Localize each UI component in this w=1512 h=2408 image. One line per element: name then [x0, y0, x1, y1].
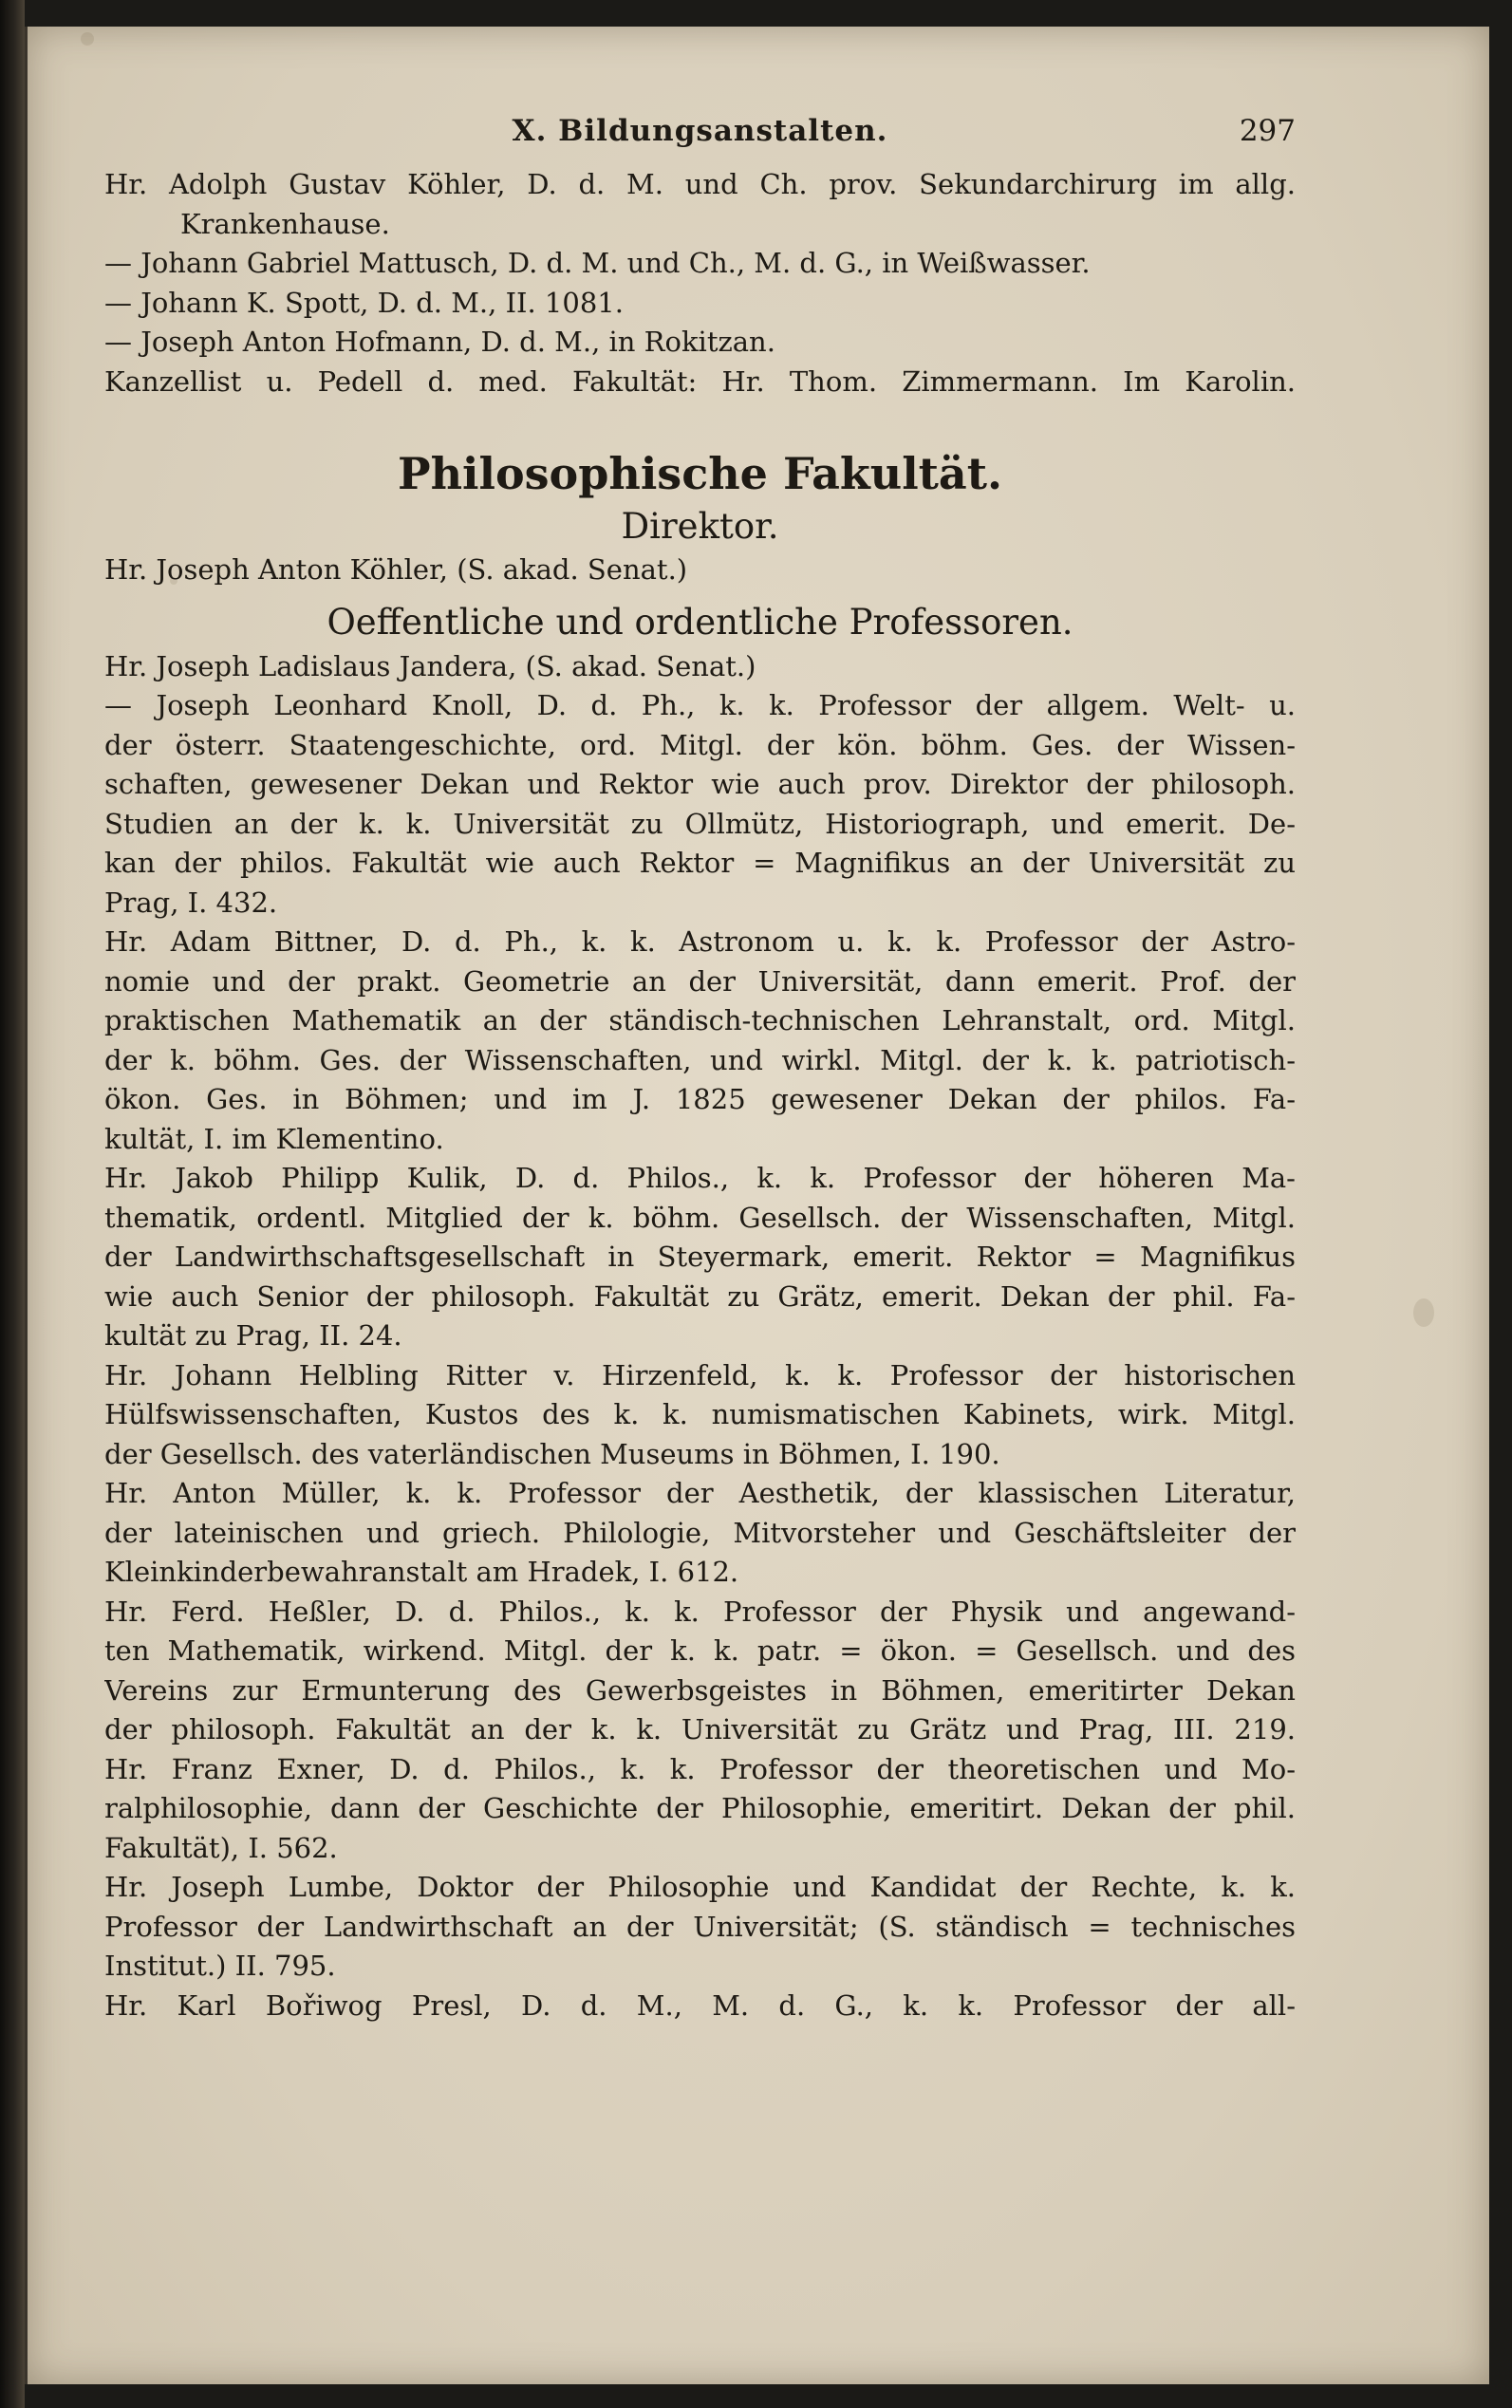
entry-line: Studien an der k. k. Universität zu Ollmütz, Historiograph, und emerit. De- [104, 807, 1296, 840]
paper-stain [81, 32, 94, 46]
professor-entry [104, 1159, 1296, 1356]
entry-line: Hr. Adam Bittner, D. d. Ph., k. k. Astronom u. k. k. Professor der Astro- [104, 925, 1296, 958]
professor-entry [104, 1868, 1296, 1987]
entry-line: Hr. Jakob Philipp Kulik, D. d. Philos., k. k. Professor der höheren Ma- [104, 1162, 1296, 1194]
running-title: X. Bildungsanstalten. [512, 114, 888, 148]
entry-line: Hülfswissenschaften, Kustos des k. k. numismatischen Kabinets, wirk. Mitgl. [104, 1398, 1296, 1430]
professor-entry [104, 923, 1296, 1159]
entry-line: kan der philos. Fakultät wie auch Rektor = Magnifikus an der Universität zu [104, 847, 1296, 879]
page-content [104, 114, 1296, 2025]
entry-line: thematik, ordentl. Mitglied der k. böhm. Gesellsch. der Wissenschaften, Mitgl. [104, 1201, 1296, 1234]
entry-line: — Joseph Anton Hofmann, D. d. M., in Rokitzan. [104, 326, 775, 358]
entry-line: ralphilosophie, dann der Geschichte der Philosophie, emeritirt. Dekan der phil. [104, 1792, 1296, 1824]
entry-line: Kleinkinderbewahranstalt am Hradek, I. 612. [104, 1556, 739, 1588]
professors-heading: Oeffentliche und ordentliche Professoren. [327, 601, 1073, 643]
entry-line: — Johann K. Spott, D. d. M., II. 1081. [104, 286, 624, 319]
section-divider [104, 415, 1296, 416]
entry-line: Hr. Ferd. Heßler, D. d. Philos., k. k. Professor der Physik und angewand- [104, 1595, 1296, 1628]
entry-line: Hr. Karl Bořiwog Presl, D. d. M., M. d. G., k. k. Professor der all- [104, 1988, 1296, 2022]
entry-line: nomie und der prakt. Geometrie an der Universität, dann emerit. Prof. der [104, 964, 1296, 998]
entry-line: der Gesellsch. des vaterländischen Museums in Böhmen, I. 190. [104, 1437, 1000, 1470]
professor-entry [104, 1474, 1296, 1593]
entry-line: Hr. Adolph Gustav Köhler, D. d. M. und Ch. prov. Sekundarchirurg im allg. [104, 168, 1296, 200]
entry-line: Fakultät), I. 562. [104, 1831, 338, 1864]
professor-entry [104, 686, 1296, 923]
entry-line: praktischen Mathematik an der ständisch-technischen Lehranstalt, ord. Mitgl. [104, 1004, 1296, 1036]
professor-entry [104, 1356, 1296, 1475]
medical-faculty-continuation [104, 165, 1296, 401]
running-head [104, 114, 1296, 165]
professor-entry [104, 647, 1296, 687]
book-spine [0, 0, 25, 2408]
entry-line: — Joseph Leonhard Knoll, D. d. Ph., k. k. Professor der allgem. Welt- u. [104, 689, 1296, 721]
entry-line: der österr. Staatengeschichte, ord. Mitgl. der kön. böhm. Ges. der Wissen- [104, 728, 1296, 761]
entry-line: Prag, I. 432. [104, 886, 278, 919]
professor-entry [104, 1593, 1296, 1750]
entry-line: Kanzellist u. Pedell d. med. Fakultät: Hr. Thom. Zimmermann. Im Karolin. [104, 364, 1296, 398]
entry-line: Hr. Franz Exner, D. d. Philos., k. k. Professor der theoretischen und Mo- [104, 1752, 1296, 1785]
entry-line: Hr. Joseph Lumbe, Doktor der Philosophie und Kandidat der Rechte, k. k. [104, 1871, 1296, 1903]
director-heading: Direktor. [621, 506, 779, 547]
entry-line: Krankenhause. [180, 207, 390, 240]
entry-line: wie auch Senior der philosoph. Fakultät zu Grätz, emerit. Dekan der phil. Fa- [104, 1279, 1296, 1313]
entry-line: kultät, I. im Klementino. [104, 1122, 444, 1155]
entry-line: Hr. Joseph Ladislaus Jandera, (S. akad. Senat.) [104, 649, 756, 682]
entry [104, 363, 1296, 402]
entry-line: der lateinischen und griech. Philologie, Mitvorsteher und Geschäftsleiter der [104, 1516, 1296, 1549]
entry [104, 165, 1296, 244]
entry-line: schaften, gewesener Dekan und Rektor wie auch prov. Direktor der philosoph. [104, 768, 1296, 800]
entry-line: der philosoph. Fakultät an der k. k. Universität zu Grätz und Prag, III. 219. [104, 1713, 1296, 1745]
entry-line: ökon. Ges. in Böhmen; und im J. 1825 gewesener Dekan der philos. Fa- [104, 1083, 1296, 1115]
entry-line: Hr. Johann Helbling Ritter v. Hirzenfeld, k. k. Professor der historischen [104, 1358, 1296, 1391]
entry-line: ten Mathematik, wirkend. Mitgl. der k. k. patr. = ökon. = Gesellsch. und des [104, 1634, 1296, 1667]
entry-line: Hr. Anton Müller, k. k. Professor der Aesthetik, der klassischen Literatur, [104, 1477, 1296, 1509]
professors-list [104, 647, 1296, 2026]
entry-line: der k. böhm. Ges. der Wissenschaften, und wirkl. Mitgl. der k. k. patriotisch- [104, 1043, 1296, 1076]
entry-line: Professor der Landwirthschaft an der Universität; (S. ständisch = technisches [104, 1910, 1296, 1943]
entry [104, 323, 1296, 363]
director-line: Hr. Joseph Anton Köhler, (S. akad. Senat.) [104, 553, 688, 586]
entry-line: Institut.) II. 795. [104, 1950, 336, 1982]
entry-line: kultät zu Prag, II. 24. [104, 1319, 402, 1352]
entry [104, 284, 1296, 324]
paper-stain [1413, 1298, 1434, 1327]
entry-line: — Johann Gabriel Mattusch, D. d. M. und Ch., M. d. G., in Weißwasser. [104, 247, 1091, 279]
page-number: 297 [1239, 114, 1296, 148]
entry [104, 244, 1296, 284]
professor-entry [104, 1987, 1296, 2026]
entry-line: der Landwirthschaftsgesellschaft in Steyermark, emerit. Rektor = Magnifikus [104, 1241, 1296, 1273]
professor-entry [104, 1750, 1296, 1869]
entry-line: Vereins zur Ermunterung des Gewerbsgeistes in Böhmen, emeritirter Dekan [104, 1673, 1296, 1707]
faculty-title: Philosophische Fakultät. [397, 448, 1002, 499]
